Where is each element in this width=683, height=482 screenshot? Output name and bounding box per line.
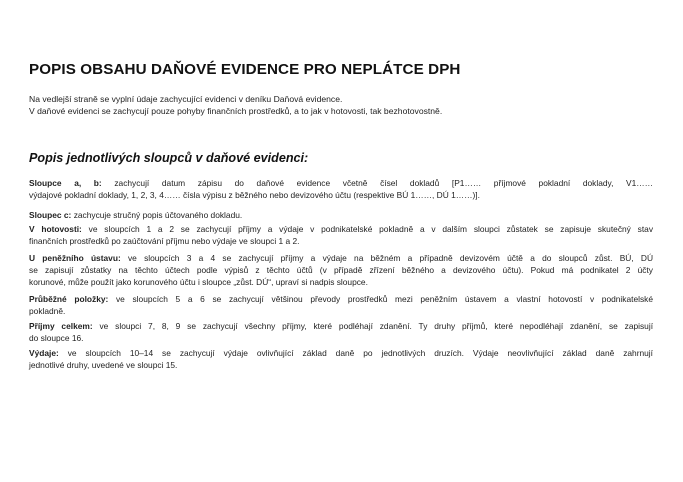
page-title: POPIS OBSAHU DAŇOVÉ EVIDENCE PRO NEPLÁTCE DPH [29,61,461,78]
paragraph-text: zachycuje stručný popis účtovaného dokladu. [73,210,243,220]
paragraph-line [29,223,653,235]
paragraph-line [29,177,653,189]
intro-line: V daňové evidenci se zachycují pouze pohyby finančních prostředků, a to jak v hotovosti, tak bezhotovostně. [29,105,443,116]
paragraph-line [29,320,653,332]
paragraph-line [29,209,653,221]
paragraph-term: Sloupce a, b: [29,178,102,188]
paragraph-line: výdajové pokladní doklady, 1, 2, 3, 4…… čísla výpisu z běžného nebo devizového účtu (respektive BÚ 1……, DÚ 1……)]. [29,190,480,200]
paragraph-term: V hotovosti: [29,224,82,234]
paragraph-vydaje [29,347,653,371]
paragraph-sloupec-c [29,209,653,221]
paragraph-term: Sloupec c: [29,210,72,220]
paragraph-line [29,347,653,359]
paragraph-line: do sloupce 16. [29,333,84,343]
paragraph-term: U peněžního ústavu: [29,253,121,263]
paragraph-u-penezniho-ustavu [29,252,653,288]
paragraph-v-hotovosti [29,223,653,247]
paragraph-line: pokladně. [29,306,66,316]
paragraph-line: korunové, může použít jako korunového účtu i sloupce „zůst. DÚ“, upraví si nadpis sloupce. [29,277,368,287]
paragraph-term: Příjmy celkem: [29,321,93,331]
paragraph-line: se zapisují zůstatky na těchto účtech podle výpisů z těchto účtů (v případě zřízení běžného a devizového účtu). Pokud má podnikatel 2 účty [29,265,653,275]
paragraph-text: ve sloupcích 5 a 6 se zachycují většinou převody prostředků mezi peněžním ústavem a vlastní hotovostí v podnikatelské [115,294,653,304]
paragraph-term: Průběžné položky: [29,294,109,304]
paragraph-text: ve sloupcích 1 a 2 se zachycují příjmy a výdaje v podnikatelské pokladně a v dalším sloupci zůstatek se zapisuje skutečný stav [88,224,654,234]
section-heading: Popis jednotlivých sloupců v daňové evidenci: [29,151,309,165]
paragraph-line [29,252,653,264]
paragraph-text: ve sloupci 7, 8, 9 se zachycují všechny příjmy, které podléhají zdanění. Ty druhy příjmů, které nepodléhají zdanění, se zapisují [99,321,654,331]
paragraph-line: finančních prostředků po zaúčtování příjmu nebo výdaje ve sloupci 1 a 2. [29,236,300,246]
paragraph-term: Výdaje: [29,348,59,358]
paragraph-text: zachycují datum zápisu do daňové evidence včetně čísel dokladů [P1…… příjmové pokladní doklady, V1…… [114,178,654,188]
intro-text [29,94,442,117]
paragraph-sloupce-a-b [29,177,653,201]
intro-line: Na vedlejší straně se vyplní údaje zachycující evidenci v deníku Daňová evidence. [29,94,343,104]
paragraph-text: ve sloupcích 10–14 se zachycují výdaje ovlivňující základ daně po jednotlivých druzích. Výdaje neovlivňující základ daně zahrnují [67,348,653,358]
paragraph-line [29,293,653,305]
paragraph-text: ve sloupcích 3 a 4 se zachycují příjmy a výdaje na běžném a případně devizovém účtě a do sloupců zůst. BÚ, DÚ [127,253,653,263]
paragraph-prijmy-celkem [29,320,653,344]
paragraph-prubezne-polozky [29,293,653,317]
paragraph-line: jednotlivé druhy, uvedené ve sloupci 15. [29,360,178,370]
